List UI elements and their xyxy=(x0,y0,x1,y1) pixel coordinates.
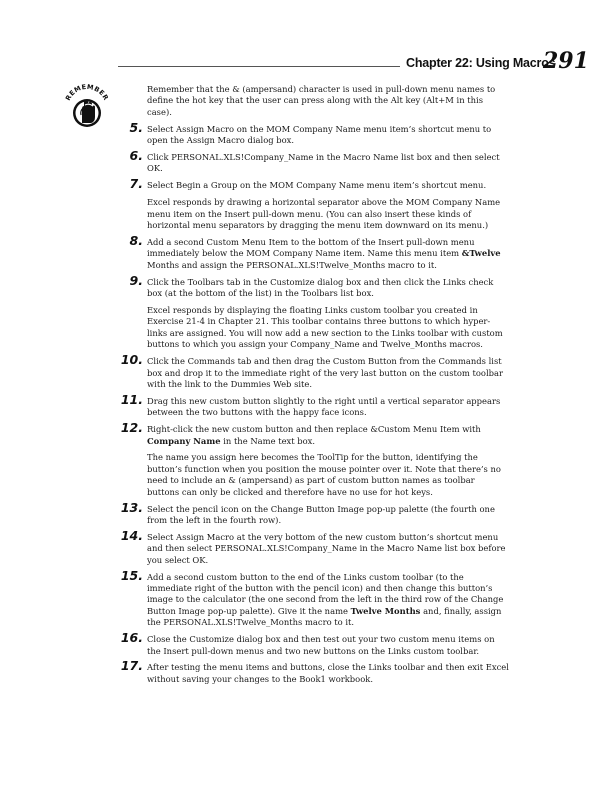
remember-note: Remember that the & (ampersand) character is used in pull-down menu names to define the hot key that the user can press along with the Alt key (Alt+M in this case). xyxy=(147,84,496,117)
step-bold-term: Company Name xyxy=(147,435,221,446)
step-number: 15. xyxy=(120,567,143,583)
step-text: Select Assign Macro at the very bottom of the new custom button’s shortcut menu and then select PERSONAL.XLS!Company_Name in the Macro Name list box before you select OK. xyxy=(147,531,506,565)
step-9-explanation: Excel responds by displaying the floating Links custom toolbar you created in Exercise 21-4 in Chapter 21. This toolbar contains three buttons to which hyper-links are assigned. You will now add a new section to the Links toolbar with custom buttons to which you assign your Company_Name and Twelve_Months macros. xyxy=(147,305,503,350)
step-13 xyxy=(120,499,509,527)
step-text: Select Begin a Group on the MOM Company Name menu item’s shortcut menu. xyxy=(147,180,487,191)
step-text: Click the Toolbars tab in the Customize dialog box and then click the Links check box (at the bottom of the list) in the Toolbars list box. xyxy=(147,276,494,299)
step-16 xyxy=(120,630,509,657)
step-number: 7. xyxy=(129,176,143,192)
step-15 xyxy=(120,567,509,629)
step-number: 16. xyxy=(120,630,143,646)
step-17 xyxy=(120,658,509,685)
step-number: 5. xyxy=(129,119,143,135)
step-text-cont: Months and assign the PERSONAL.XLS!Twelve_Months macro to it. xyxy=(147,259,437,270)
step-number: 14. xyxy=(120,527,143,543)
step-number: 8. xyxy=(129,232,143,248)
step-9 xyxy=(129,272,509,300)
step-bold-term: Twelve Months xyxy=(350,605,421,616)
step-text: Close the Customize dialog box and then test out your two custom menu items on the Insert pull-down menus and two new buttons on the Links custom toolbar. xyxy=(147,634,495,656)
step-text: Click the Commands tab and then drag the Custom Button from the Commands list box and drop it to the immediate right of the very last button on the custom toolbar with the link to the Dummies Web site. xyxy=(147,356,503,389)
step-text: Add a second Custom Menu Item to the bottom of the Insert pull-down menu immediately below the MOM Company Name item. Name this menu item xyxy=(147,236,475,259)
step-text: Right-click the new custom button and then replace &Custom Menu Item with xyxy=(147,424,481,435)
step-number: 10. xyxy=(120,352,143,368)
remember-icon-label: REMEMBER xyxy=(63,84,111,102)
step-number: 12. xyxy=(120,420,143,436)
step-number: 6. xyxy=(129,148,143,164)
page-number: 291 xyxy=(543,48,589,74)
remember-string-finger-icon xyxy=(62,84,112,130)
step-8 xyxy=(129,232,509,271)
step-11 xyxy=(120,391,509,419)
step-12 xyxy=(120,420,509,447)
step-number: 9. xyxy=(129,272,143,288)
step-number: 13. xyxy=(120,499,143,515)
step-number: 11. xyxy=(120,391,143,407)
step-5 xyxy=(129,119,509,147)
step-12-explanation: The name you assign here becomes the ToolTip for the button, identifying the button’s function when you position the mouse pointer over it. Note that there’s no need to include an & (ampersand) as part of custom button names as toolbar buttons can only be clicked and therefore have no use for hot keys. xyxy=(147,452,501,497)
step-10 xyxy=(120,352,509,390)
step-number: 17. xyxy=(120,658,143,674)
running-header-chapter: Chapter 22: Using Macros xyxy=(406,56,556,70)
step-text: Add a second custom button to the end of the Links custom toolbar (to the immediate right of the button with the pencil icon) and then change this button’s image to the calculator (the one second from the left in the third row of the Change Button Image pop-up palette). Give it the name xyxy=(147,571,504,616)
step-text: Click PERSONAL.XLS!Company_Name in the Macro Name list box and then select OK. xyxy=(147,152,500,174)
step-14 xyxy=(120,527,509,566)
step-text-cont: and, finally, assign the PERSONAL.XLS!Twelve_Months macro to it. xyxy=(147,605,502,628)
step-6 xyxy=(129,148,509,175)
step-text-cont: in the Name text box. xyxy=(220,435,316,446)
step-bold-term: &Twelve xyxy=(461,248,501,259)
header-rule xyxy=(118,66,400,67)
step-text: Select the pencil icon on the Change Button Image pop-up palette (the fourth one from the left in the fourth row). xyxy=(147,503,495,525)
step-7 xyxy=(129,176,509,192)
step-text: After testing the menu items and buttons, close the Links toolbar and then exit Excel without saving your changes to the Book1 workbook. xyxy=(147,662,509,684)
page-body xyxy=(120,84,509,691)
step-text: Drag this new custom button slightly to the right until a vertical separator appears between the two buttons with the happy face icons. xyxy=(147,395,501,418)
step-7-explanation: Excel responds by drawing a horizontal separator above the MOM Company Name menu item on the Insert pull-down menu. (You can also insert these kinds of horizontal menu separators by dragging the menu item downward on its menu.) xyxy=(147,197,501,231)
step-text: Select Assign Macro on the MOM Company Name menu item’s shortcut menu to open the Assign Macro dialog box. xyxy=(147,123,492,146)
